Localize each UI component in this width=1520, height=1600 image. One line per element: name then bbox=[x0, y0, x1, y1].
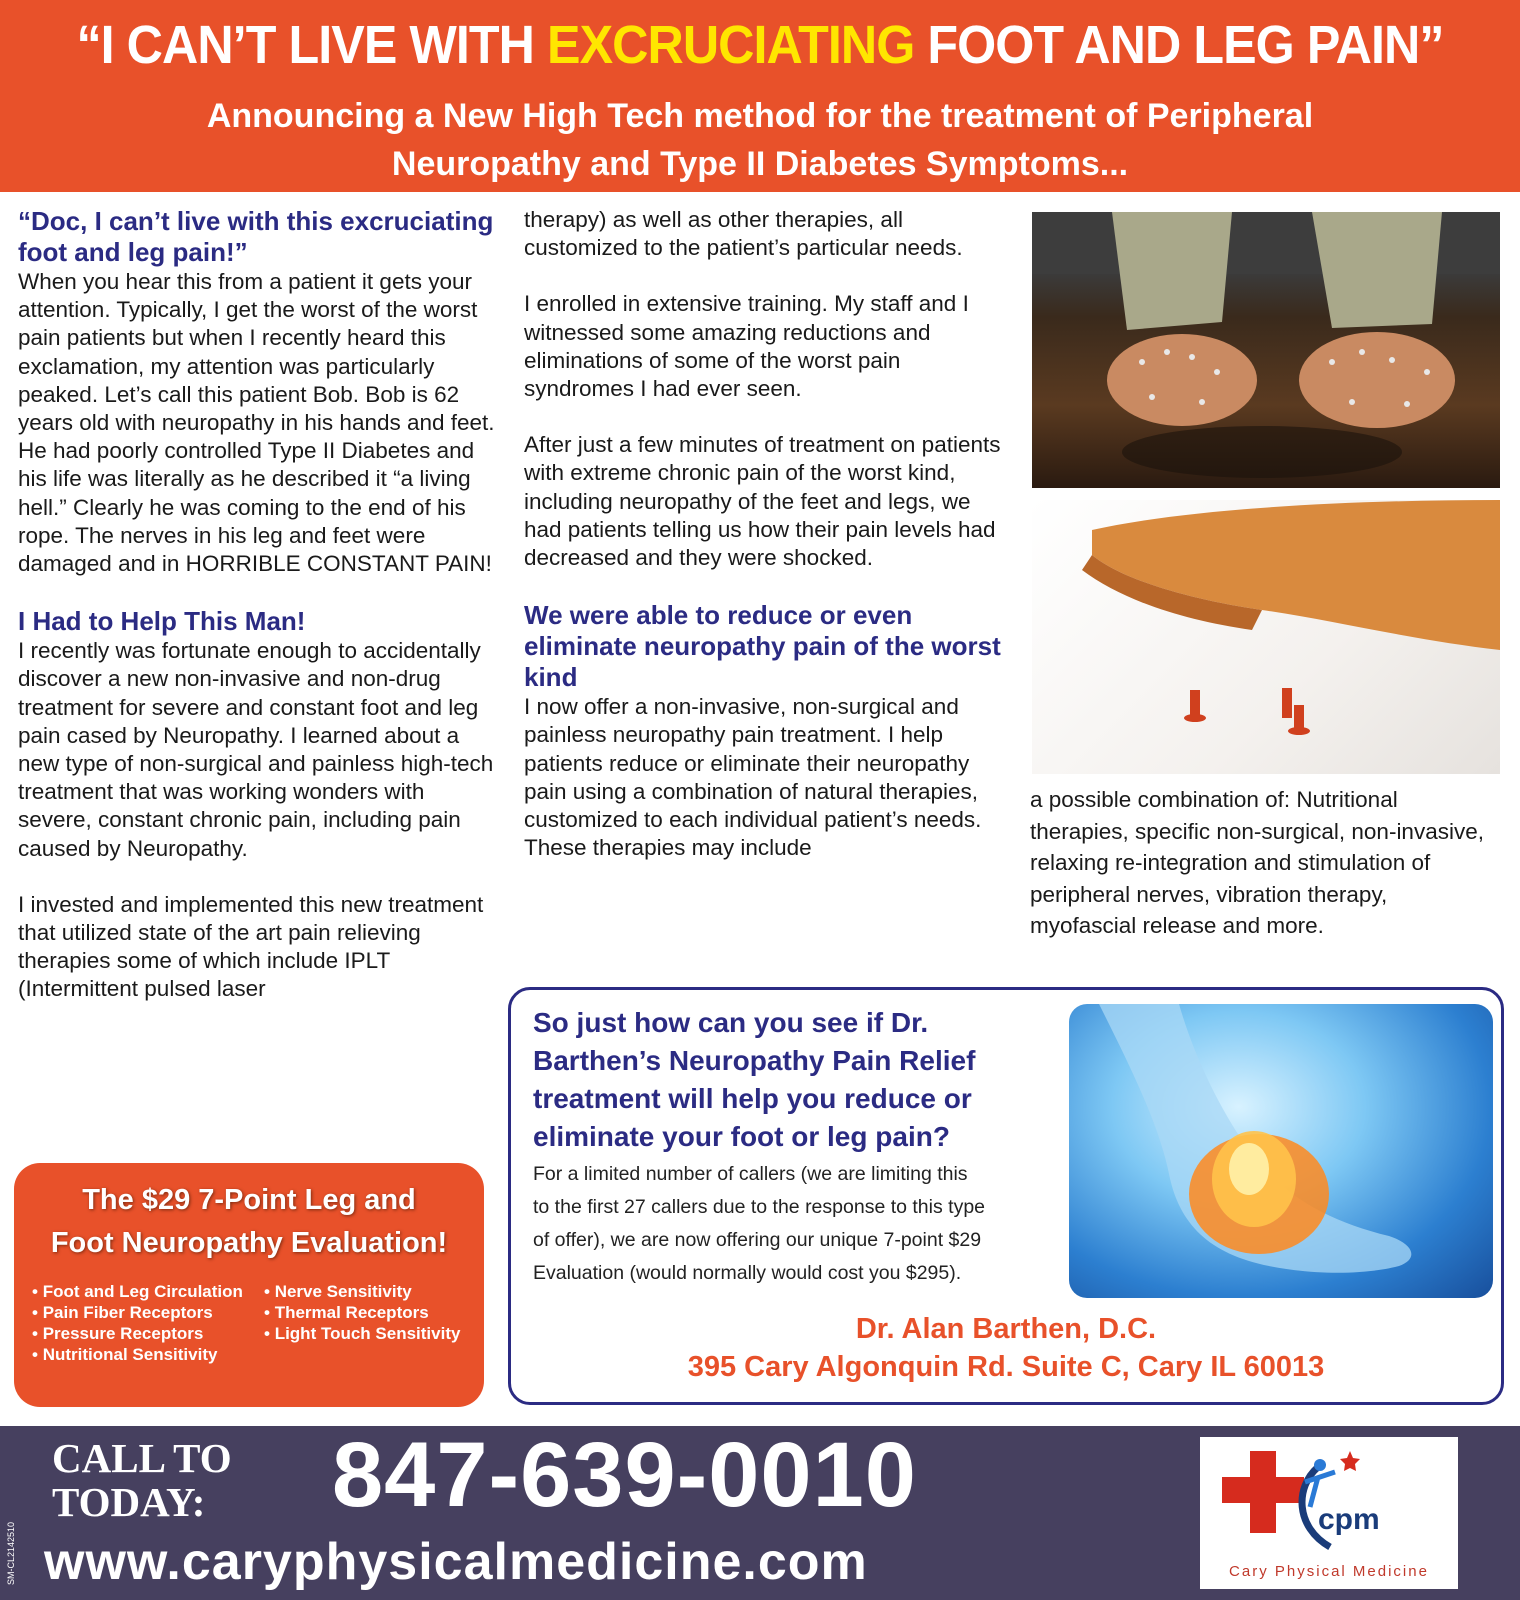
offer-text-line: For a limited number of callers (we are limiting this bbox=[533, 1163, 968, 1185]
evaluation-list-left bbox=[32, 1281, 262, 1365]
list-item: • Pressure Receptors bbox=[32, 1323, 262, 1344]
headline bbox=[53, 14, 1467, 76]
offer-text-line: Evaluation (would normally would cost you $295). bbox=[533, 1262, 962, 1284]
headline-highlight: EXCRUCIATING bbox=[547, 15, 915, 75]
call-line: CALL TO bbox=[52, 1435, 232, 1481]
ad-code: SM-CL2142510 bbox=[6, 1521, 16, 1585]
headline-part: “I CAN’T LIVE WITH bbox=[76, 15, 548, 75]
foot-illustration bbox=[1032, 500, 1500, 774]
header-banner bbox=[0, 0, 1520, 192]
list-item: • Foot and Leg Circulation bbox=[32, 1281, 262, 1302]
evaluation-list-right bbox=[264, 1281, 474, 1344]
logo-abbr: cpm bbox=[1318, 1503, 1380, 1536]
clinic-address: 395 Cary Algonquin Rd. Suite C, Cary IL 60013 bbox=[687, 1351, 1325, 1383]
website-link[interactable]: www.caryphysicalmedicine.com bbox=[44, 1533, 868, 1591]
call-line: TODAY: bbox=[52, 1479, 206, 1525]
foot-pins-photo bbox=[1032, 500, 1500, 774]
cpm-logo bbox=[1200, 1437, 1458, 1589]
offer-text-line: to the first 27 callers due to the response to this type bbox=[533, 1196, 986, 1218]
offer-question bbox=[533, 1004, 1053, 1156]
list-item: • Nutritional Sensitivity bbox=[32, 1344, 262, 1365]
doctor-name: Dr. Alan Barthen, D.C. bbox=[855, 1313, 1157, 1345]
offer-text-line: of offer), we are now offering our unique 7-point $29 bbox=[533, 1229, 982, 1251]
headline-part: FOOT AND LEG PAIN” bbox=[914, 15, 1444, 75]
evaluation-title bbox=[14, 1179, 484, 1265]
article-column-1 bbox=[18, 206, 498, 1004]
article-column-3 bbox=[1030, 784, 1490, 942]
doctor-contact bbox=[511, 1310, 1501, 1386]
list-item: • Light Touch Sensitivity bbox=[264, 1323, 474, 1344]
logo-name: Cary Physical Medicine bbox=[1229, 1563, 1429, 1580]
burning-foot-illustration bbox=[1069, 1004, 1493, 1298]
feet-acupuncture-photo bbox=[1032, 212, 1500, 488]
column1-subheading: I Had to Help This Man! bbox=[18, 606, 306, 637]
column1-heading: “Doc, I can’t live with this excruciating foot and leg pain!” bbox=[18, 206, 494, 267]
column2-paragraph: I enrolled in extensive training. My staff and I witnessed some amazing reductions and eliminations of some of the worst pain syndromes I had ever seen. bbox=[524, 291, 969, 402]
list-item: • Nerve Sensitivity bbox=[264, 1281, 474, 1302]
offer-question-line: eliminate your foot or leg pain? bbox=[533, 1121, 950, 1152]
evaluation-title-line: Foot Neuropathy Evaluation! bbox=[50, 1227, 448, 1259]
burning-foot-image bbox=[1069, 1004, 1493, 1298]
offer-question-line: treatment will help you reduce or bbox=[533, 1083, 972, 1114]
subheadline bbox=[80, 92, 1440, 188]
list-item: • Pain Fiber Receptors bbox=[32, 1302, 262, 1323]
evaluation-title-line: The $29 7-Point Leg and bbox=[82, 1184, 416, 1216]
column1-paragraph: I recently was fortunate enough to accidentally discover a new non-invasive and non-drug treatment for severe and constant foot and leg pain cased by Neuropathy. I learned about a new type of non-surgical and painless high-tech treatment that was working wonders with severe, constant chronic pain, including pain caused by Neuropathy. bbox=[18, 638, 494, 861]
phone-number[interactable]: 847-639-0010 bbox=[332, 1424, 917, 1526]
feet-illustration bbox=[1032, 212, 1500, 488]
offer-question-line: So just how can you see if Dr. bbox=[533, 1007, 929, 1038]
column2-paragraph: I now offer a non-invasive, non-surgical and painless neuropathy pain treatment. I help patients reduce or eliminate their neuropathy pain using a combination of natural therapies, customized to each individual patient’s needs. These therapies may include bbox=[524, 694, 982, 861]
evaluation-offer-box bbox=[14, 1163, 484, 1407]
list-item: • Thermal Receptors bbox=[264, 1302, 474, 1323]
column2-paragraph: After just a few minutes of treatment on patients with extreme chronic pain of the worst kind, including neuropathy of the feet and legs, we had patients telling us how their pain levels had decreased and they were shocked. bbox=[524, 432, 1001, 571]
column3-paragraph: a possible combination of: Nutritional therapies, specific non-surgical, non-invasive, relaxing re-integration and stimulation of peripheral nerves, vibration therapy, myofascial release and more. bbox=[1030, 787, 1484, 938]
column1-paragraph: When you hear this from a patient it gets your attention. Typically, I get the worst of the worst pain patients but when I recently heard this exclamation, my attention was particularly peaked. Let’s call this patient Bob. Bob is 62 years old with neuropathy in his hands and feet. He had poorly controlled Type II Diabetes and his life was literally as he described it “a living hell.” Clearly he was coming to the end of his rope. The nerves in his leg and feet were damaged and in HORRIBLE CONSTANT PAIN! bbox=[18, 269, 495, 577]
offer-text bbox=[533, 1158, 1063, 1290]
subhead-line: Announcing a New High Tech method for the treatment of Peripheral bbox=[206, 97, 1314, 135]
call-to-today bbox=[52, 1436, 232, 1524]
column2-paragraph: therapy) as well as other therapies, all customized to the patient’s particular needs. bbox=[524, 207, 963, 261]
offer-box bbox=[508, 987, 1504, 1405]
article-column-2 bbox=[524, 206, 1004, 862]
offer-question-line: Barthen’s Neuropathy Pain Relief bbox=[533, 1045, 976, 1076]
column1-paragraph: I invested and implemented this new treatment that utilized state of the art pain relieving therapies some of which include IPLT (Intermittent pulsed laser bbox=[18, 891, 484, 1002]
column2-subheading: We were able to reduce or even eliminate neuropathy pain of the worst kind bbox=[524, 600, 1001, 693]
subhead-line: Neuropathy and Type II Diabetes Symptoms... bbox=[391, 145, 1129, 183]
